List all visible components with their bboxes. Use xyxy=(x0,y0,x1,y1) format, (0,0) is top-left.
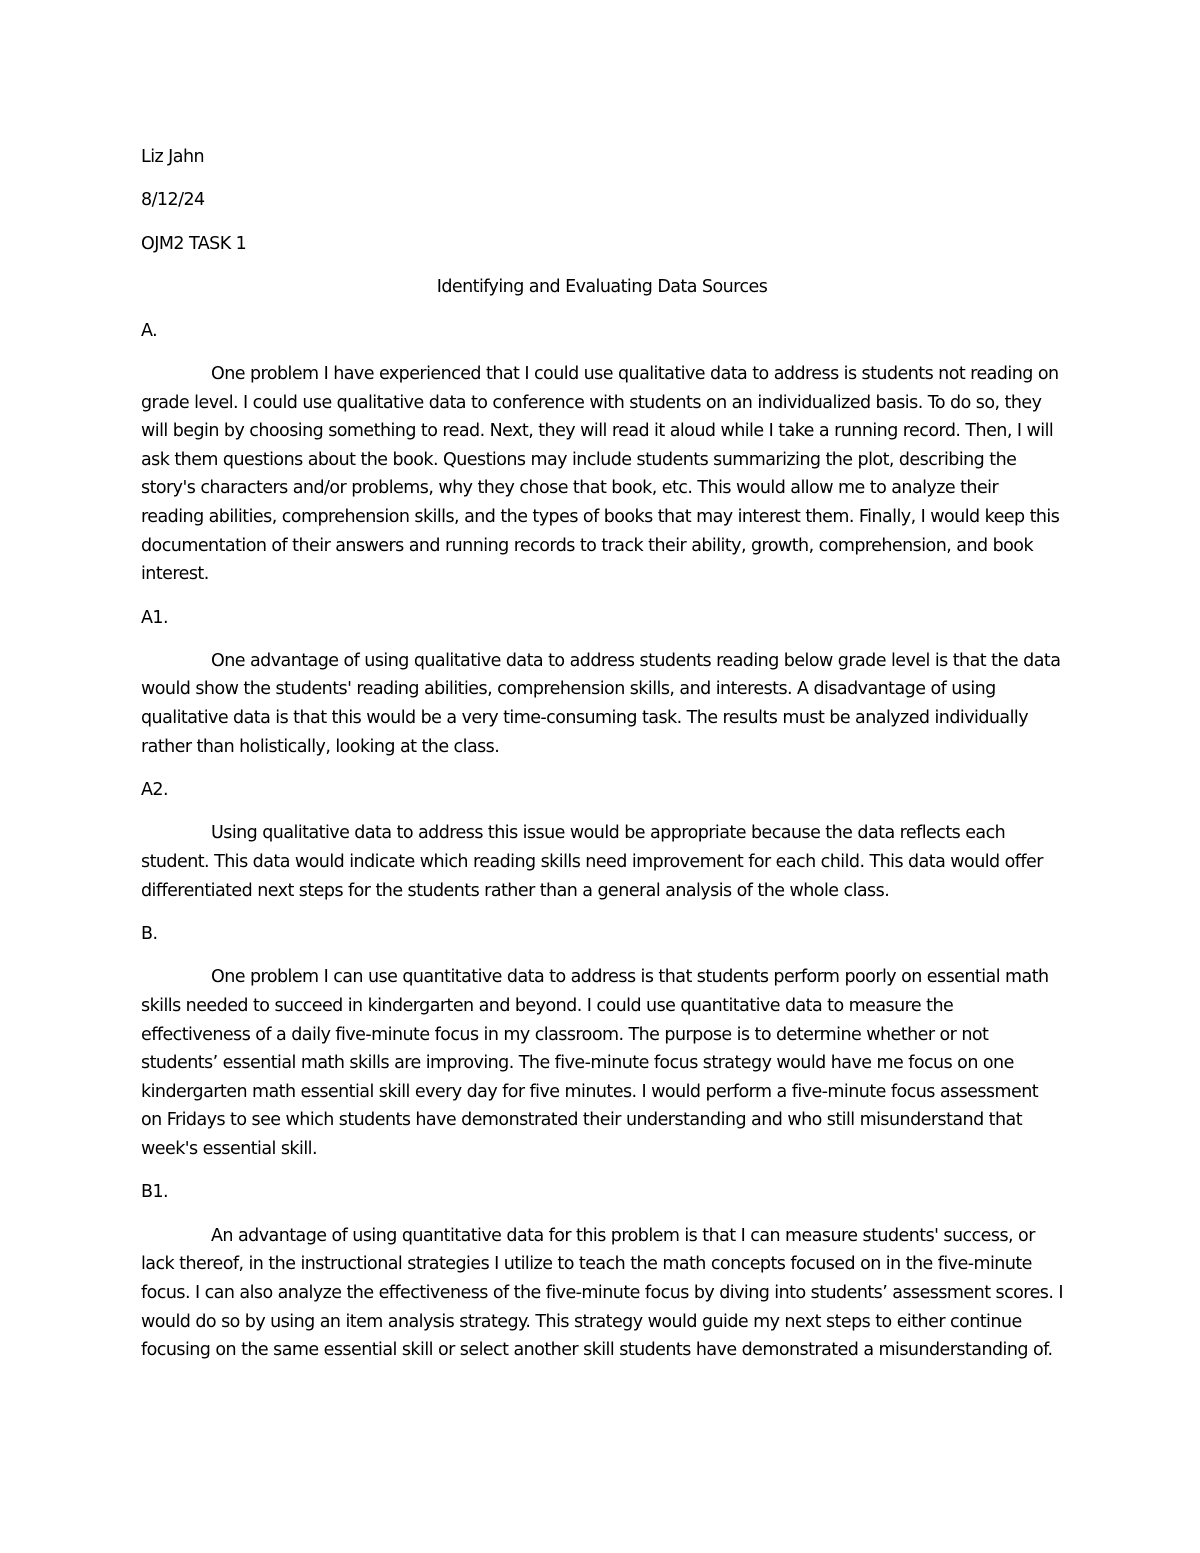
section-body-b1: An advantage of using quantitative data for this problem is that I can measure students' success, or lack thereof, in the instructional strategies I utilize to teach the math concepts focused on in the five-minute focus. I can also analyze the effectiveness of the five-minute focus by diving into students’ assessment scores. I would do so by using an item analysis strategy. This strategy would guide my next steps to either continue focusing on the same essential skill or select another skill students have demonstrated a misunderstanding of. xyxy=(141,1225,1063,1361)
section-body-b: One problem I can use quantitative data to address is that students perform poorly on essential math skills needed to succeed in kindergarten and beyond. I could use quantitative data to measure the effectiveness of a daily five-minute focus in my classroom. The purpose is to determine whether or not students’ essential math skills are improving. The five-minute focus strategy would have me focus on one kindergarten math essential skill every day for five minutes. I would perform a five-minute focus assessment on Fridays to see which students have demonstrated their understanding and who still misunderstand that week's essential skill. xyxy=(141,967,1049,1159)
section-heading-a: A. xyxy=(141,320,158,341)
document-page xyxy=(141,143,1063,1380)
author-name: Liz Jahn xyxy=(141,147,205,167)
section-heading-a2: A2. xyxy=(141,780,169,801)
section-body-a2: Using qualitative data to address this issue would be appropriate because the data reflects each student. This data would indicate which reading skills need improvement for each child. This data would offer differentiated next steps for the students rather than a general analysis of the whole class. xyxy=(141,823,1043,901)
section-body-a1: One advantage of using qualitative data to address students reading below grade level is that the data would show the students' reading abilities, comprehension skills, and interests. A disadvantage of using qualitative data is that this would be a very time-consuming task. The results must be analyzed individually rather than holistically, looking at the class. xyxy=(141,650,1061,757)
document-date: 8/12/24 xyxy=(141,190,205,211)
section-heading-a1: A1. xyxy=(141,607,169,628)
section-heading-b: B. xyxy=(141,924,158,945)
section-heading-b1: B1. xyxy=(141,1182,169,1203)
document-title: Identifying and Evaluating Data Sources xyxy=(436,277,768,298)
course-task: OJM2 TASK 1 xyxy=(141,233,247,254)
section-body-a: One problem I have experienced that I could use qualitative data to address is students not reading on grade level. I could use qualitative data to conference with students on an individualized basis. To do so, they will begin by choosing something to read. Next, they will read it aloud while I take a running record. Then, I will ask them questions about the book. Questions may include students summarizing the plot, describing the story's characters and/or problems, why they chose that book, etc. This would allow me to analyze their reading abilities, comprehension skills, and the types of books that may interest them. Finally, I would keep this documentation of their answers and running records to track their ability, growth, comprehension, and book interest. xyxy=(141,363,1060,585)
